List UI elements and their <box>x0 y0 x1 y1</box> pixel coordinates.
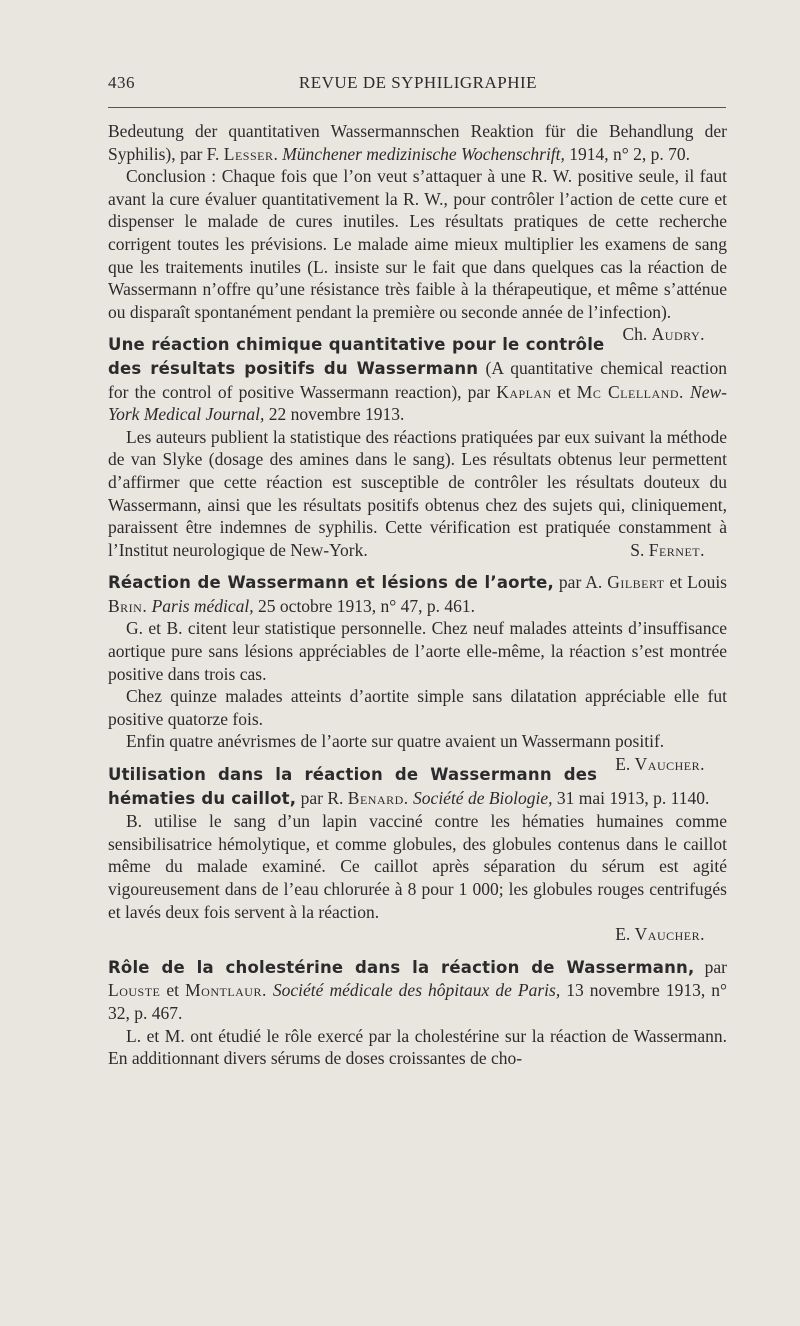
citation: Utilisation dans la réaction de Wassermann des hématies du caillot, par R. Benard. Société de Biologie, 31 mai 1913, p. 1140. <box>108 765 710 808</box>
entry-title: Rôle de la cholestérine dans la réaction de Wassermann, <box>108 957 695 977</box>
citation: Une réaction chimique quantitative pour le contrôle des résultats positifs du Wassermann (A quantitative chemical reaction for the control of positive Wassermann reaction), par Kaplan et Mc Clelland. New-York Medical Journal, 22 novembre 1913. <box>108 335 728 425</box>
abstract-paragraph: Conclusion : Chaque fois que l’on veut s’attaquer à une R. W. positive seule, il faut avant la cure évaluer quantitativement la R. W., pour contrôler l’action de cette cure et dispenser le malade de cures inutiles. Les résultats pratiques de cette recherche corrigent toutes les prévisions. Le malade aime mieux multiplier les examens de sang que les traitements inutiles (L. insiste sur le fait que dans quelques cas la réaction de Wassermann n’offre qu’une résistance très faible à la thérapeutique, et même s’atténue ou disparaît spontanément pendant la première ou seconde année de l’infection). Ch. Audry. <box>108 166 727 345</box>
abstract-paragraph: Les auteurs publient la statistique des réactions pratiquées par eux suivant la méthode de van Slyke (dosage des amines dans le sang). Les résultats obtenus leur permettent d’affirmer que cette réaction est susceptible de contrôler les résultats douteux du Wassermann, ainsi que les résultats positifs obtenus chez des sujets qui, cliniquement, paraissent être indemnes de syphilis. Cette vérification est pratiquée constamment à l’Institut neurologique de New-York. S. Fernet. <box>108 426 727 560</box>
running-header <box>108 70 728 100</box>
abstract-entry-gilbert <box>108 571 727 775</box>
entry-title: Une réaction chimique quantitative pour le contrôle des résultats positifs du Wassermann <box>108 335 605 378</box>
author-name: Mc Clelland. <box>576 381 684 402</box>
author-name: Kaplan <box>496 381 552 402</box>
page-number: 436 <box>108 73 135 92</box>
reviewer-signature: E. Vaucher. <box>615 754 705 775</box>
abstract-entry-lesser <box>108 120 727 345</box>
abstract-paragraph: L. et M. ont étudié le rôle exercé par la cholestérine sur la réaction de Wassermann. En additionnant divers sérums de doses croissantes de cho- <box>108 1025 727 1069</box>
entry-title: Réaction de Wassermann et lésions de l’aorte, <box>108 573 554 593</box>
reviewer-signature: Ch. Audry. <box>622 324 705 345</box>
author-name: Brin. <box>108 595 148 616</box>
article-body <box>108 120 727 1070</box>
entry-title: Utilisation dans la réaction de Wassermann des hématies du caillot, <box>108 765 598 808</box>
header-rule <box>108 107 726 108</box>
journal-name: Société médicale des hôpitaux de Paris, <box>266 980 561 1001</box>
author-name: Montlaur. <box>185 980 267 1001</box>
journal-name: New-York Medical Journal, <box>108 381 727 425</box>
author-name: Lesser <box>223 143 274 164</box>
abstract-entry-louste <box>108 956 727 1070</box>
citation-text: Bedeutung der quantitativen Wassermannschen Reaktion für die Behandlung der Syphilis), par F. <box>108 121 727 164</box>
citation: Réaction de Wassermann et lésions de l’aorte, par A. Gilbert et Louis Brin. Paris médical, 25 octobre 1913, n° 47, p. 461. <box>108 572 727 616</box>
abstract-entry-benard <box>108 763 727 946</box>
reviewer-signature: S. Fernet. <box>630 539 705 560</box>
citation: Rôle de la cholestérine dans la réaction de Wassermann, par Louste et Montlaur. Société médicale des hôpitaux de Paris, 13 novembre 1913, n° 32, p. 467. <box>108 956 727 1023</box>
journal-title: REVUE DE SYPHILIGRAPHIE <box>298 73 538 92</box>
author-name: Gilbert <box>607 572 665 593</box>
author-name: Louste <box>108 980 161 1001</box>
abstract-paragraph: B. utilise le sang d’un lapin vacciné contre les hématies humaines comme sensibilisatrice hémolytique, et comme globules, des globules contenus dans le caillot même du malade examiné. Ce caillot après séparation du sérum est agité vigoureusement dans de l’eau chlorurée à 8 pour 1 000; les globules rouges centrifugés et lavés deux fois servent à la réaction. <box>108 811 727 922</box>
abstract-entry-kaplan <box>108 333 727 561</box>
journal-name: Paris médical, <box>147 595 254 616</box>
citation-details: 1914, n° 2, p. 70. <box>564 143 691 164</box>
journal-name: Münchener medizinische Wochenschrift, <box>282 143 565 164</box>
citation: Bedeutung der quantitativen Wassermannschen Reaktion für die Behandlung der Syphilis), par F. Lesser. Münchener medizinische Wochenschrift, 1914, n° 2, p. 70. <box>108 121 727 164</box>
reviewer-signature: E. Vaucher. <box>615 924 705 945</box>
abstract-paragraph: G. et B. citent leur statistique personnelle. Chez neuf malades atteints d’insuffisance aortique pure sans lésions appréciables de l’aorte elle-même, la réaction s’est montrée positive dans trois cas. <box>108 618 727 684</box>
author-name: Benard. <box>347 787 409 808</box>
journal-name: Société de Biologie, <box>408 787 553 808</box>
abstract-paragraph: Chez quinze malades atteints d’aortite simple sans dilatation appréciable elle fut positive quatorze fois. <box>108 686 727 729</box>
abstract-paragraph: Enfin quatre anévrismes de l’aorte sur quatre avaient un Wassermann positif. E. Vaucher. <box>108 730 727 753</box>
